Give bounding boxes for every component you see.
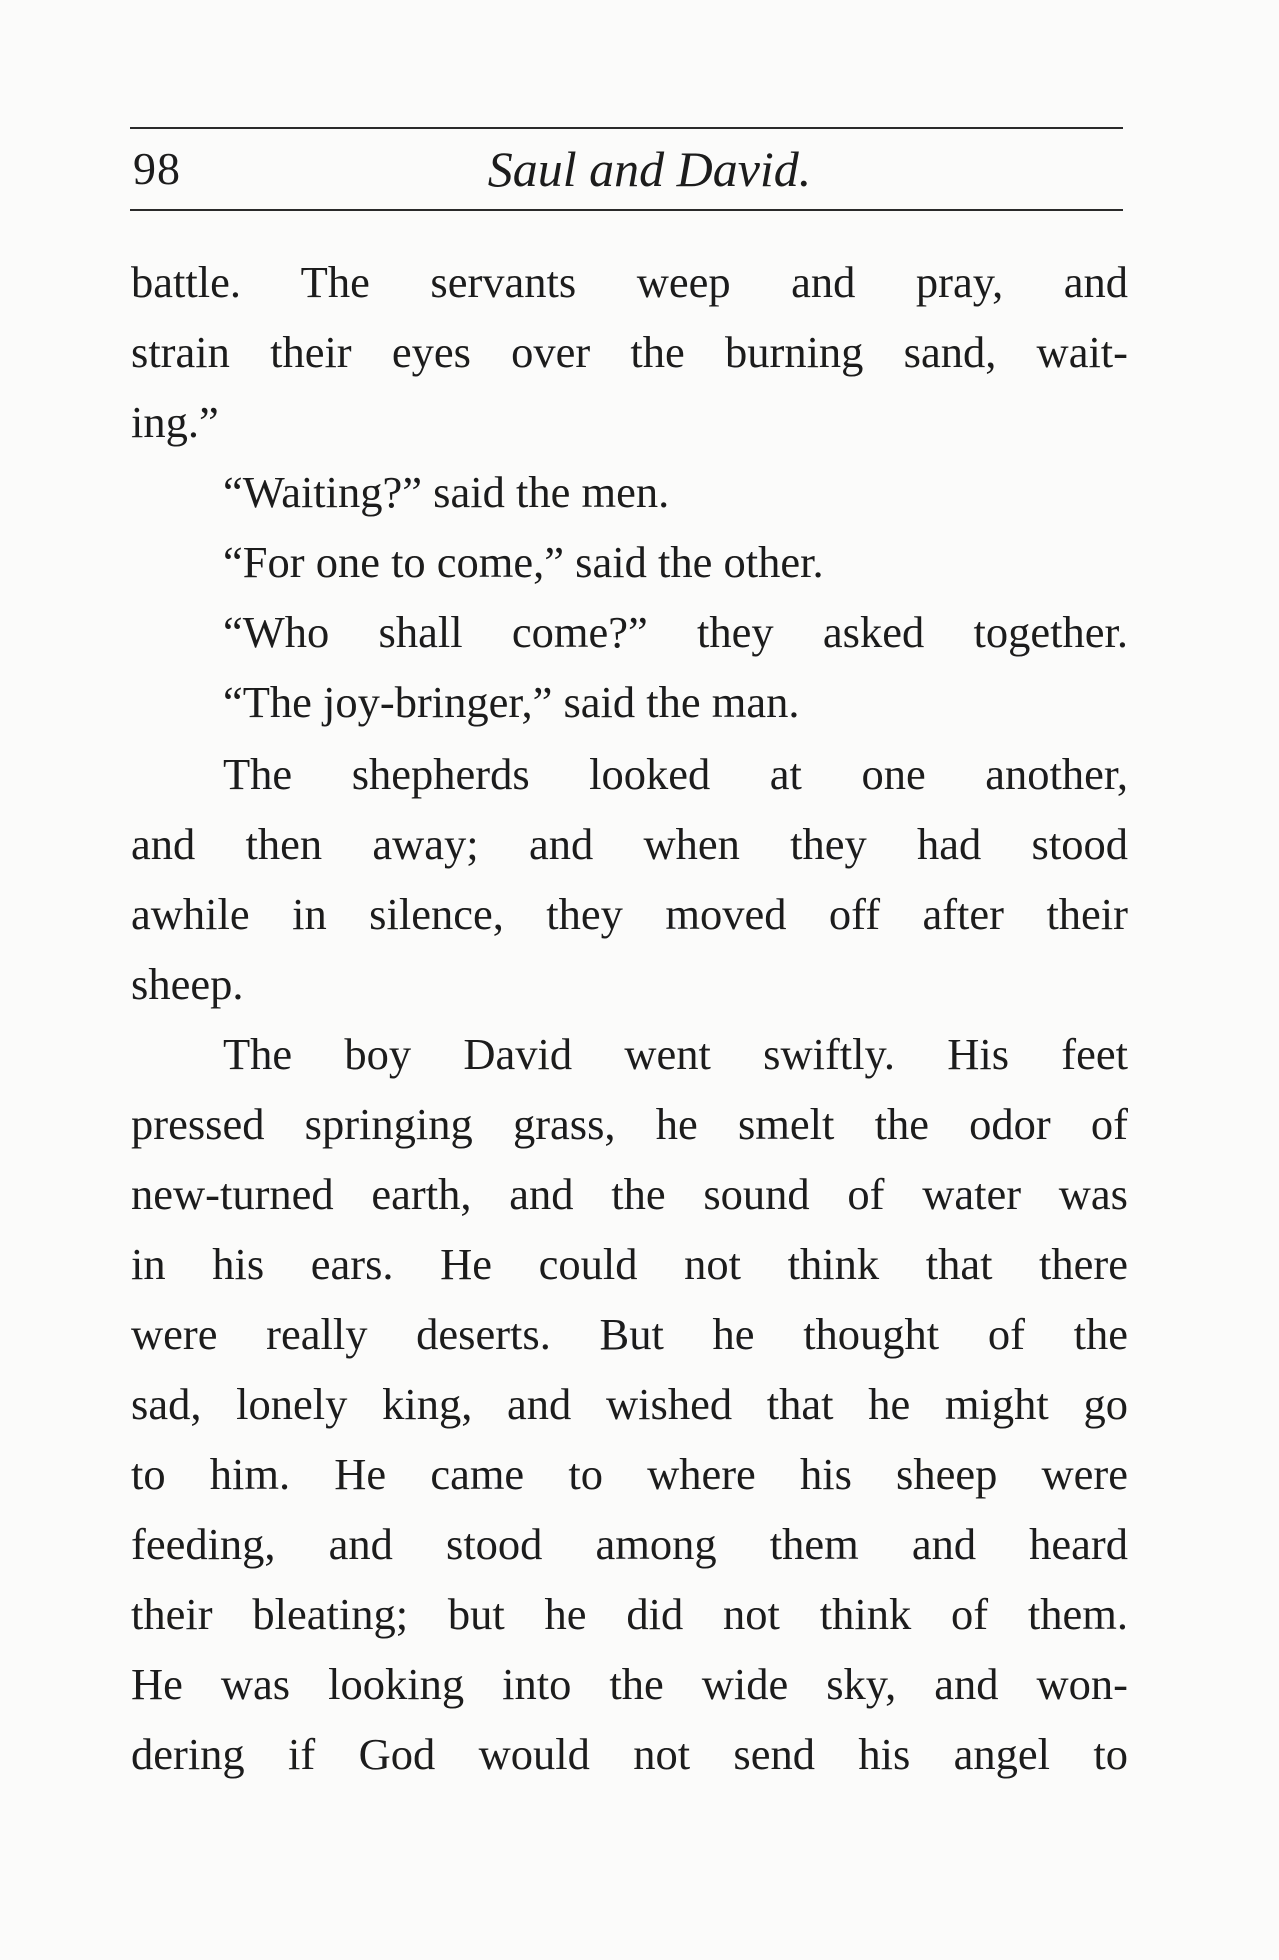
text-line: “Waiting?” said the men. — [223, 467, 670, 517]
text-line: to him. He came to where his sheep were — [131, 1449, 1128, 1499]
text-line: new-turned earth, and the sound of water was — [131, 1169, 1128, 1219]
text-line: were really deserts. But he thought of the — [131, 1309, 1128, 1359]
text-line: their bleating; but he did not think of them. — [131, 1589, 1128, 1639]
header-bottom-rule — [130, 209, 1123, 211]
text-line: “Who shall come?” they asked together. — [223, 607, 1128, 657]
text-line: and then away; and when they had stood — [131, 819, 1128, 869]
text-line: “For one to come,” said the other. — [223, 537, 824, 587]
text-line: pressed springing grass, he smelt the odor of — [131, 1099, 1128, 1149]
page-number: 98 — [133, 143, 181, 194]
text-line: awhile in silence, they moved off after their — [131, 889, 1128, 939]
running-title: Saul and David. — [487, 141, 812, 197]
text-line: strain their eyes over the burning sand, wait- — [131, 327, 1128, 377]
text-line: The boy David went swiftly. His feet — [223, 1029, 1128, 1079]
text-line: sad, lonely king, and wished that he might go — [131, 1379, 1128, 1429]
text-line: The shepherds looked at one another, — [223, 749, 1128, 799]
text-line: sheep. — [131, 959, 244, 1009]
text-line: feeding, and stood among them and heard — [131, 1519, 1128, 1569]
text-line: ing.” — [131, 397, 219, 447]
text-line: He was looking into the wide sky, and won- — [131, 1659, 1128, 1709]
text-line: in his ears. He could not think that there — [131, 1239, 1128, 1289]
text-line: “The joy-bringer,” said the man. — [223, 677, 800, 727]
header-top-rule — [130, 127, 1123, 129]
text-line: dering if God would not send his angel to — [131, 1729, 1128, 1779]
text-line: battle. The servants weep and pray, and — [131, 257, 1128, 307]
